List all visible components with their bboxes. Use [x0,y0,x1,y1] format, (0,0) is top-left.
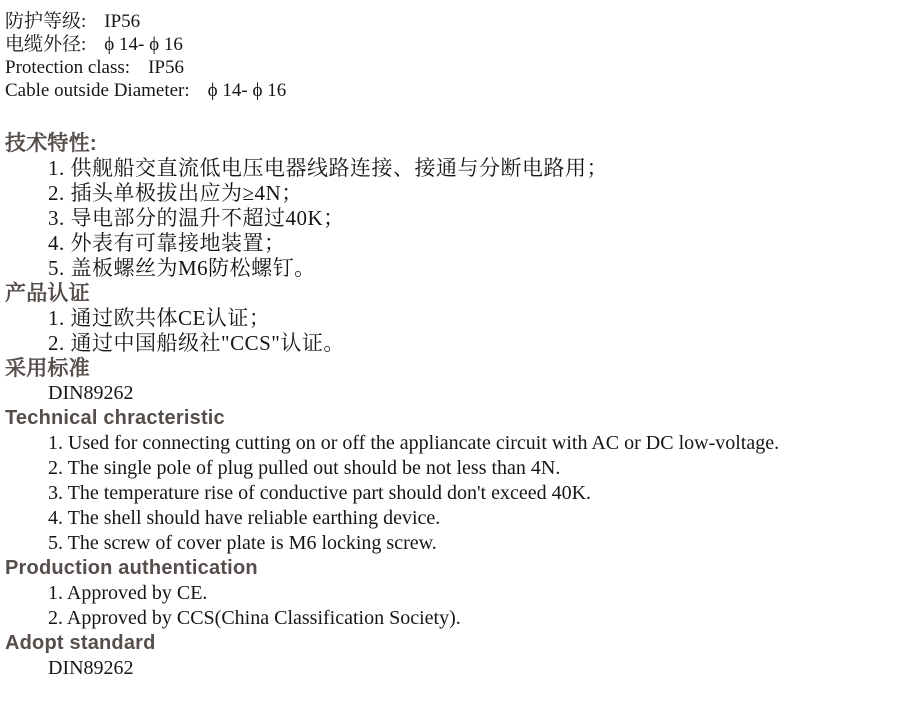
section-heading: Production authentication [5,557,258,579]
list-item: 1. Approved by CE. [48,582,208,604]
spec-label: Protection class: [5,57,131,78]
list-item: 2. 通过中国船级社"CCS"认证。 [48,331,345,355]
spec-value: ϕ 14- ϕ 16 [207,80,287,101]
list-item: 1. 通过欧共体CE认证； [48,306,271,330]
section-heading: 采用标准 [5,357,90,380]
section-adopt-standard-en [5,631,892,681]
spec-summary-block [5,10,892,102]
list-item: 4. 外表有可靠接地装置； [48,231,286,255]
list-item: 5. 盖板螺丝为M6防松螺钉。 [48,256,316,280]
spec-line-protection-class-cn [5,10,892,33]
spec-label: Cable outside Diameter: [5,80,190,101]
section-heading: Technical chracteristic [5,407,225,429]
spec-label: 电缆外径: [5,34,87,55]
spec-line-cable-diameter-en [5,79,892,102]
standard-number: DIN89262 [48,657,134,679]
list-item: 2. The single pole of plug pulled out should be not less than 4N. [48,457,561,479]
section-production-authentication-en [5,556,892,631]
list-item: 5. The screw of cover plate is M6 locking screw. [48,532,437,554]
section-adopt-standard-cn [5,356,892,406]
spec-label: 防护等级: [5,11,87,32]
section-heading: 技术特性: [5,132,97,155]
section-heading: 产品认证 [5,282,90,305]
standard-number: DIN89262 [48,382,134,404]
section-technical-characteristic-cn [5,131,892,281]
list-item: 3. The temperature rise of conductive part should don't exceed 40K. [48,482,592,504]
list-item: 2. 插头单极拔出应为≥4N； [48,181,303,205]
spec-line-protection-class-en [5,56,892,79]
section-product-certification-cn [5,281,892,356]
spec-line-cable-diameter-cn [5,33,892,56]
list-item: 3. 导电部分的温升不超过40K； [48,206,345,230]
section-heading: Adopt standard [5,632,156,654]
spec-value: IP56 [148,57,184,78]
list-item: 1. Used for connecting cutting on or off the appliancate circuit with AC or DC low-voltage. [48,432,780,454]
list-item: 4. The shell should have reliable earthing device. [48,507,441,529]
list-item: 1. 供舰船交直流低电压电器线路连接、接通与分断电路用； [48,156,608,180]
list-item: 2. Approved by CCS(China Classification Society). [48,607,461,629]
spec-value: ϕ 14- ϕ 16 [104,34,183,55]
section-technical-characteristic-en [5,406,892,556]
spec-value: IP56 [104,11,141,32]
sections-block [5,131,892,681]
